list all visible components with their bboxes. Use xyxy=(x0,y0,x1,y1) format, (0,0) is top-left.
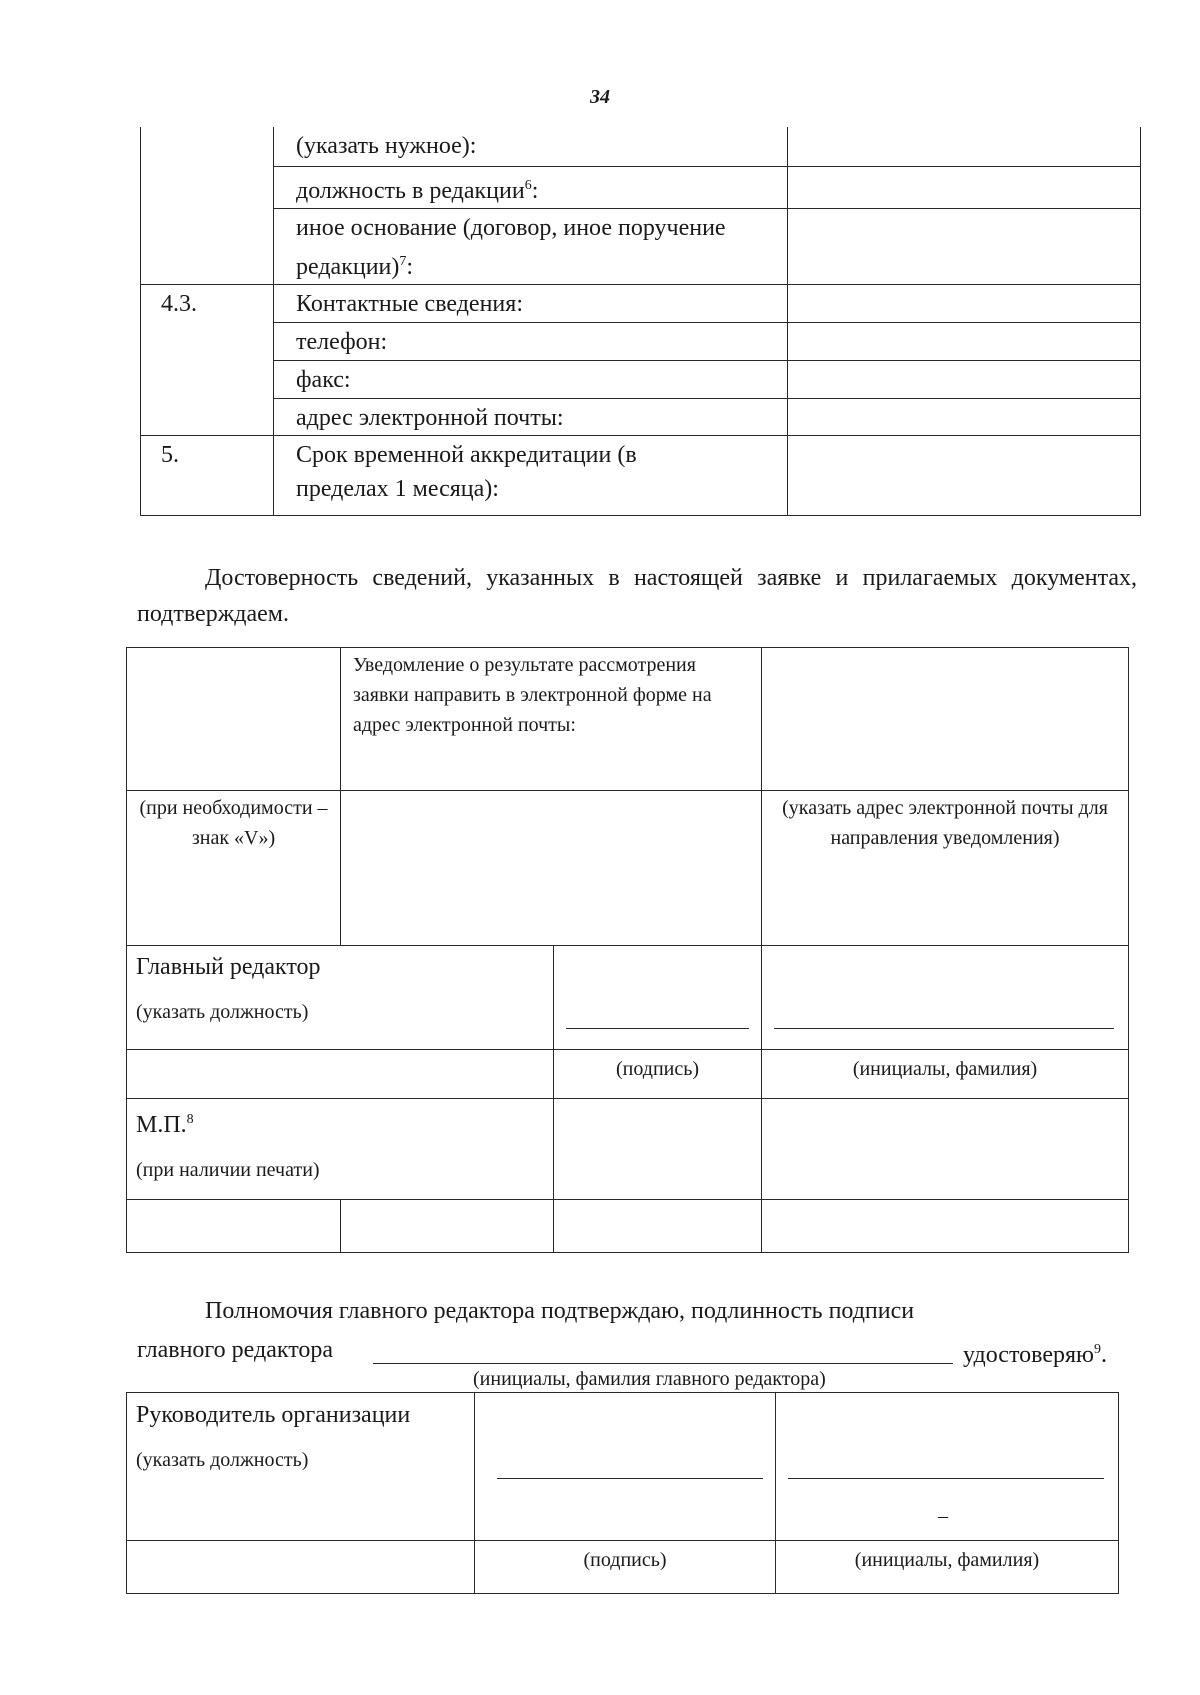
page-number: 34 xyxy=(590,86,610,108)
head-signature-table xyxy=(126,1392,1119,1594)
table-row xyxy=(141,166,1141,208)
name-caption: (инициалы, фамилия) xyxy=(762,1050,1129,1099)
row-number-cell xyxy=(141,127,274,284)
head-label: Руководитель организации xyxy=(136,1402,411,1428)
empty-cell xyxy=(554,1200,762,1253)
table-row xyxy=(127,791,1129,946)
row-label: (указать нужное): xyxy=(274,127,788,166)
row-value-cell[interactable] xyxy=(788,398,1141,435)
name-line xyxy=(788,1478,1104,1479)
seal-label: М.П.$^8$ xyxy=(136,1112,194,1138)
signature-caption: (подпись) xyxy=(475,1541,776,1594)
empty-cell xyxy=(127,648,341,791)
empty-cell xyxy=(127,1050,554,1099)
table-row xyxy=(127,648,1129,791)
confirm-paragraph: Достоверность сведений, указанных в настоящей заявке и прилагаемых документах, подтверждаем. xyxy=(137,565,1137,627)
editor-name-caption: (инициалы, фамилия главного редактора) xyxy=(473,1368,826,1390)
empty-cell xyxy=(762,1099,1129,1200)
table-row xyxy=(141,398,1141,435)
row-label: Срок временной аккредитации (в пределах 1 месяца): xyxy=(274,435,788,515)
row-label: Контактные сведения: xyxy=(274,284,788,322)
chief-editor-label: Главный редактор xyxy=(136,954,321,980)
row-value-cell[interactable] xyxy=(788,360,1141,398)
signature-caption: (подпись) xyxy=(554,1050,762,1099)
head-cell xyxy=(127,1393,475,1541)
row-number: 4.3. xyxy=(141,284,274,435)
table-row xyxy=(127,946,1129,1050)
table-row xyxy=(141,322,1141,360)
dash-mark: – xyxy=(938,1505,948,1527)
empty-cell xyxy=(127,1541,475,1594)
table-row xyxy=(141,208,1141,284)
name-caption: (инициалы, фамилия) xyxy=(776,1541,1119,1594)
editor-signature-table xyxy=(126,647,1129,1253)
table-row xyxy=(127,1099,1129,1200)
signature-cell[interactable] xyxy=(554,946,762,1050)
authority-line-2 xyxy=(137,1332,1137,1368)
authority-line-1: Полномочия главного редактора подтверждаю, подлинность подписи xyxy=(205,1298,915,1324)
email-hint: (указать адрес электронной почты для направления уведомления) xyxy=(762,791,1129,946)
table-row xyxy=(141,127,1141,166)
signature-line xyxy=(497,1478,763,1479)
chief-editor-cell xyxy=(127,946,554,1050)
row-label: должность в редакции$^6$: xyxy=(274,166,788,208)
row-value-cell[interactable] xyxy=(788,284,1141,322)
empty-cell xyxy=(762,1200,1129,1253)
empty-cell xyxy=(762,648,1129,791)
table-row xyxy=(127,1393,1119,1541)
table-row xyxy=(127,1050,1129,1099)
authority-line-2-end: удостоверяю$^9$. xyxy=(963,1342,1107,1368)
row-value-cell[interactable] xyxy=(788,127,1141,166)
row-label: иное основание (договор, иное поручение редакции)$^7$: xyxy=(274,208,788,284)
notify-text: Уведомление о результате рассмотрения заявки направить в электронной форме на адрес электронной почты: xyxy=(341,648,762,791)
table-row xyxy=(141,435,1141,515)
name-line xyxy=(774,1028,1114,1029)
if-needed-hint: (при необходимости – знак «V») xyxy=(127,791,341,946)
row-label: телефон: xyxy=(274,322,788,360)
row-label: адрес электронной почты: xyxy=(274,398,788,435)
name-cell[interactable] xyxy=(762,946,1129,1050)
empty-cell xyxy=(554,1099,762,1200)
table-row xyxy=(141,360,1141,398)
row-label: факс: xyxy=(274,360,788,398)
empty-cell xyxy=(127,1200,341,1253)
row-value-cell[interactable] xyxy=(788,435,1141,515)
signature-cell[interactable] xyxy=(475,1393,776,1541)
accreditation-table xyxy=(140,127,1141,516)
table-row xyxy=(127,1541,1119,1594)
authority-line-2-start: главного редактора xyxy=(137,1337,334,1363)
table-row xyxy=(127,1200,1129,1253)
table-row xyxy=(141,284,1141,322)
row-value-cell[interactable] xyxy=(788,322,1141,360)
empty-cell xyxy=(341,1200,554,1253)
position-hint: (указать должность) xyxy=(136,1001,309,1023)
name-cell[interactable] xyxy=(776,1393,1119,1541)
seal-hint: (при наличии печати) xyxy=(136,1159,320,1181)
seal-cell xyxy=(127,1099,554,1200)
checkbox-cell[interactable] xyxy=(341,791,762,946)
row-value-cell[interactable] xyxy=(788,208,1141,284)
signature-line xyxy=(566,1028,749,1029)
row-value-cell[interactable] xyxy=(788,166,1141,208)
row-number: 5. xyxy=(141,435,274,515)
position-hint: (указать должность) xyxy=(136,1449,309,1471)
